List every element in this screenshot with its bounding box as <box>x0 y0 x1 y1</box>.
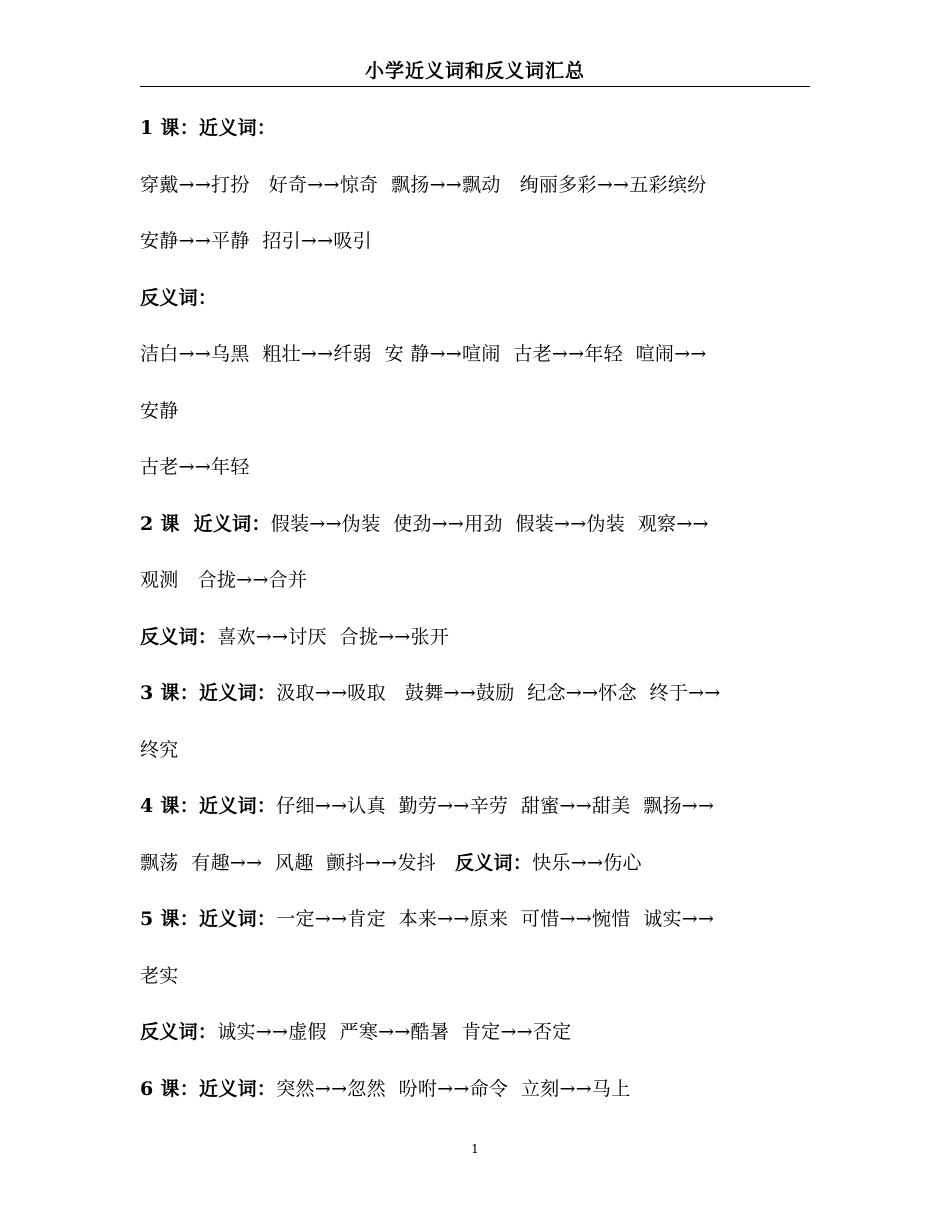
text-line <box>140 673 820 730</box>
word-pairs: 古老→→年轻 <box>140 456 250 478</box>
word-pairs: 安静→→平静 招引→→吸引 <box>140 230 372 252</box>
text-line <box>140 1012 820 1069</box>
text-line <box>140 221 820 278</box>
text-line <box>140 391 820 448</box>
text-line <box>140 504 820 561</box>
text-line <box>140 786 820 843</box>
lesson-label: 反义词： <box>454 851 533 874</box>
word-pairs: 快乐→→伤心 <box>532 851 642 874</box>
text-line <box>140 1069 820 1126</box>
word-pairs: 穿戴→→打扮 好奇→→惊奇 飘扬→→飘动 绚丽多彩→→五彩缤纷 <box>140 173 707 196</box>
document-title: 小学近义词和反义词汇总 <box>364 60 585 82</box>
text-line <box>140 108 820 165</box>
word-pairs: 老实 <box>140 964 179 987</box>
lesson-label: 6 课：近义词： <box>140 1077 277 1100</box>
word-pairs: 突然→→忽然 吩咐→→命令 立刻→→马上 <box>276 1077 631 1100</box>
title-underline <box>140 86 810 87</box>
word-pairs: 汲取→→吸取 鼓舞→→鼓励 纪念→→怀念 终于→→ <box>276 682 721 704</box>
word-pairs: 诚实→→虚假 严寒→→酷暑 肯定→→否定 <box>217 1021 572 1043</box>
word-pairs: 安静 <box>140 399 179 422</box>
word-pairs: 仔细→→认真 勤劳→→辛劳 甜蜜→→甜美 飘扬→→ <box>276 795 715 817</box>
text-line <box>140 617 820 674</box>
text-line <box>140 334 820 391</box>
lesson-label: 1 课：近义词： <box>140 117 277 139</box>
page-number: 1 <box>471 1142 479 1156</box>
word-pairs: 假装→→伪装 使劲→→用劲 假装→→伪装 观察→→ <box>270 512 709 535</box>
lesson-label: 3 课：近义词： <box>140 682 277 704</box>
text-line <box>140 165 820 222</box>
text-line <box>140 278 820 335</box>
lesson-label: 4 课：近义词： <box>140 795 277 817</box>
word-pairs: 观测 合拢→→合并 <box>140 569 308 591</box>
lesson-label: 5 课：近义词： <box>140 908 277 930</box>
word-pairs: 飘荡 有趣→→ 风趣 颤抖→→发抖 <box>140 851 455 874</box>
text-line <box>140 843 820 900</box>
word-pairs: 喜欢→→讨厌 合拢→→张开 <box>217 625 450 648</box>
text-line <box>140 956 820 1013</box>
lesson-label: 2 课 近义词： <box>140 512 271 535</box>
lesson-label: 反义词： <box>140 625 218 648</box>
text-line <box>140 560 820 617</box>
word-pairs: 终究 <box>140 738 179 761</box>
text-line <box>140 899 820 956</box>
word-pairs: 一定→→肯定 本来→→原来 可惜→→惋惜 诚实→→ <box>276 908 715 930</box>
word-pairs: 洁白→→乌黑 粗壮→→纤弱 安 静→→喧闹 古老→→年轻 喧闹→→ <box>140 343 707 365</box>
document-body <box>140 108 820 1125</box>
text-line <box>140 730 820 787</box>
text-line <box>140 447 820 504</box>
lesson-label: 反义词： <box>140 286 218 309</box>
lesson-label: 反义词： <box>140 1021 218 1043</box>
